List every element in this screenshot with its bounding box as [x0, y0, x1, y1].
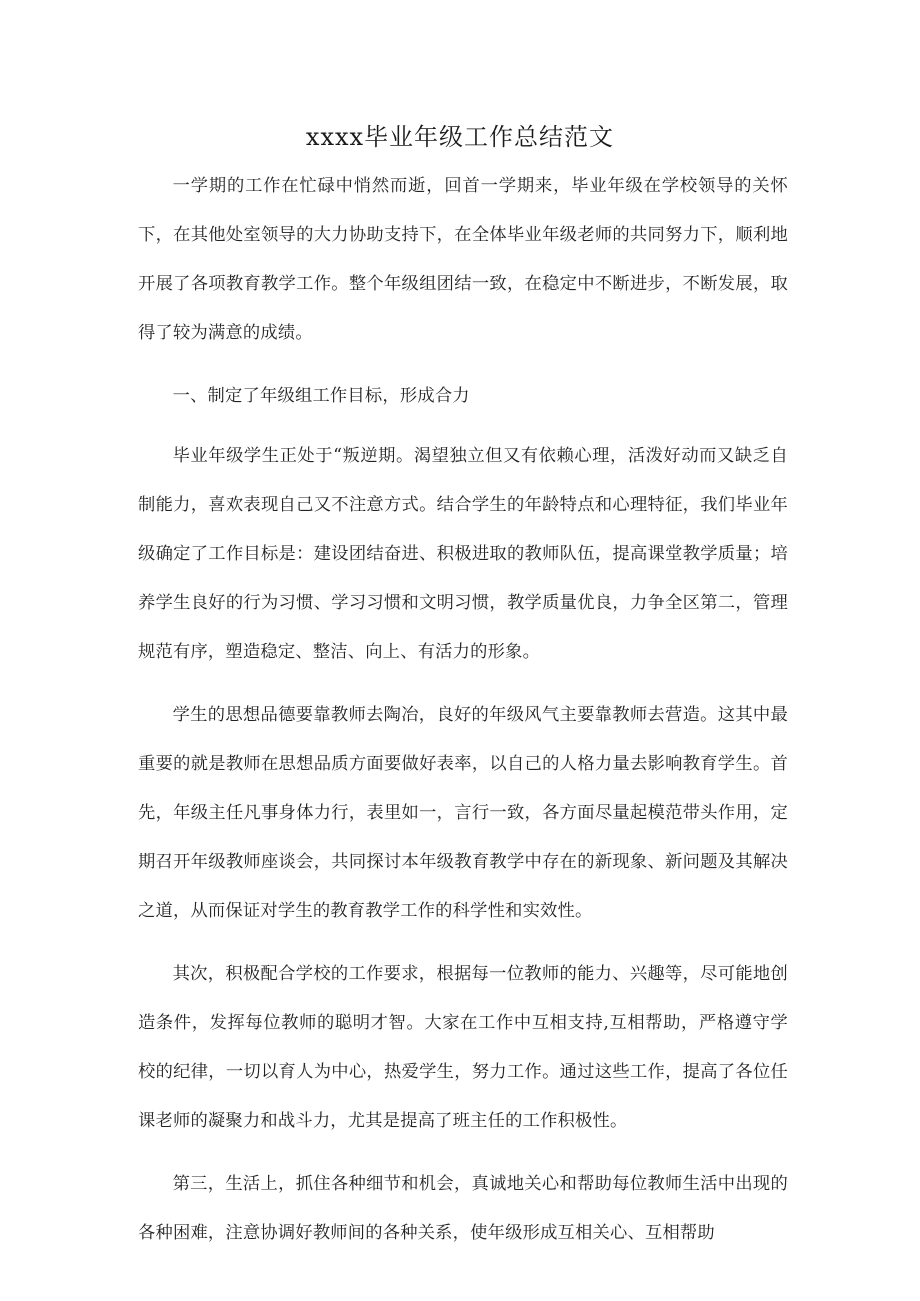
section-heading-1: 一、制定了年级组工作目标，形成合力 [172, 386, 470, 406]
paragraph-cooperation: 其次，积极配合学校的工作要求，根据每一位教师的能力、兴趣等，尽可能地创造条件，发挥每位教师的聪明才智。大家在工作中互相支持,互相帮助，严格遵守学校的纪律，一切以育人为中心，热爱学生，努力工作。通过这些工作，提高了各位任课老师的凝聚力和战斗力，尤其是提高了班主任的工作积极性。 [138, 964, 788, 1131]
paragraph-intro: 一学期的工作在忙碌中悄然而逝，回首一学期来，毕业年级在学校领导的关怀下，在其他处室领导的大力协助支持下，在全体毕业年级老师的共同努力下，顺利地开展了各项教育教学工作。整个年级组团结一致，在稳定中不断进步，不断发展，取得了较为满意的成绩。 [138, 176, 788, 343]
paragraph-teacher-role: 学生的思想品德要靠教师去陶冶，良好的年级风气主要靠教师去营造。这其中最重要的就是教师在思想品质方面要做好表率，以自己的人格力量去影响教育学生。首先，年级主任凡事身体力行，表里如一，言行一致，各方面尽量起模范带头作用，定期召开年级教师座谈会，共同探讨本年级教育教学中存在的新现象、新问题及其解决之道，从而保证对学生的教育教学工作的科学性和实效性。 [138, 705, 788, 921]
document-title: xxxx毕业年级工作总结范文 [305, 123, 615, 151]
paragraph-life-care: 第三，生活上，抓住各种细节和机会，真诚地关心和帮助每位教师生活中出现的各种困难，注意协调好教师间的各种关系，使年级形成互相关心、互相帮助 [138, 1174, 788, 1243]
document-body [138, 162, 788, 1272]
paragraph-goals: 毕业年级学生正处于“叛逆期。渴望独立但又有依赖心理，活泼好动而又缺乏自制能力，喜欢表现自己又不注意方式。结合学生的年龄特点和心理特征，我们毕业年级确定了工作目标是：建设团结奋进、积极进取的教师队伍，提高课堂教学质量；培养学生良好的行为习惯、学习习惯和文明习惯，教学质量优良，力争全区第二，管理规范有序，塑造稳定、整洁、向上、有活力的形象。 [138, 446, 788, 662]
